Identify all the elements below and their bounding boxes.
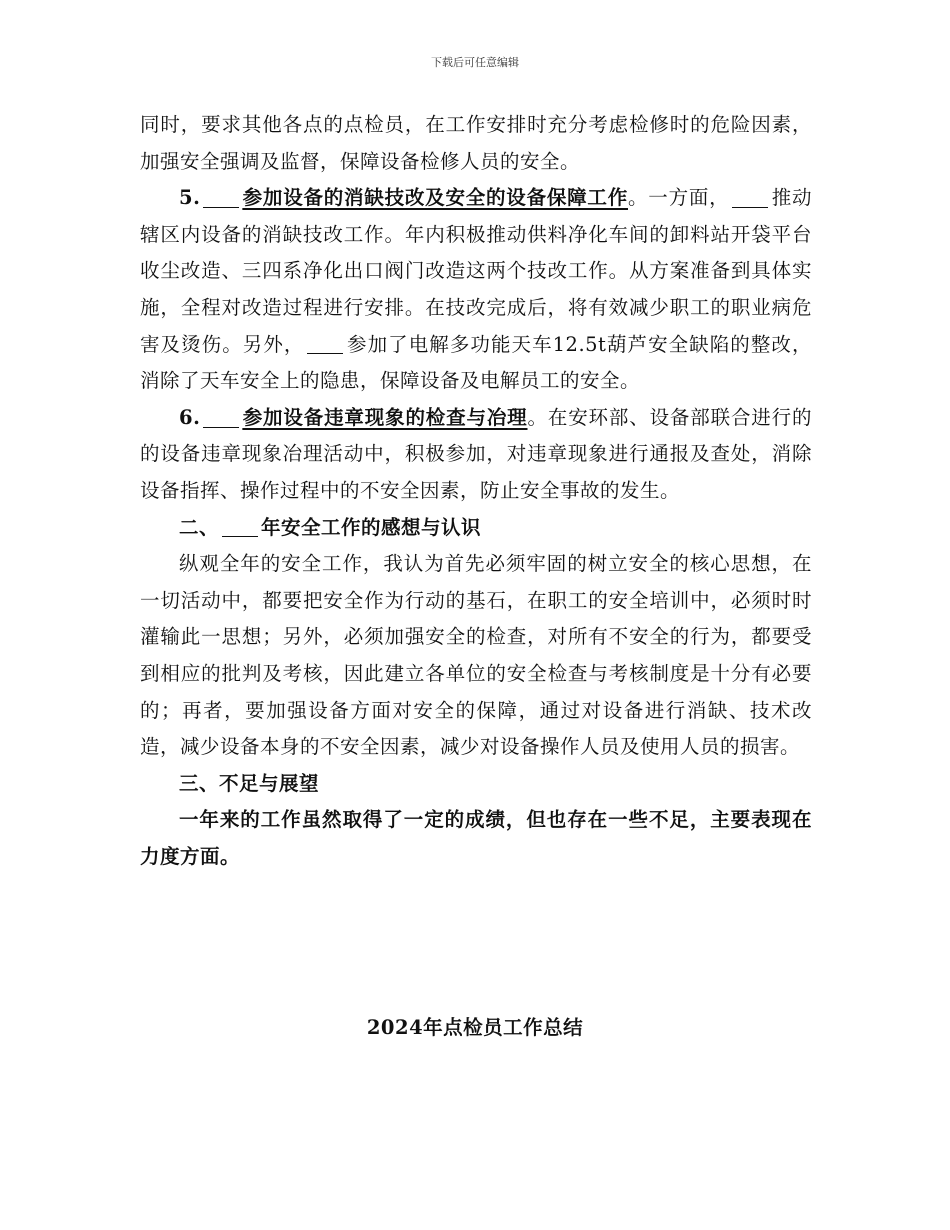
paragraph-reflection [140, 546, 812, 766]
heading-prefix: 二、 [179, 515, 220, 539]
item-bold-heading: 参加设备的消缺技改及安全的设备保障工作 [242, 186, 628, 210]
blank-underline [203, 187, 239, 208]
paragraph-item-6 [140, 400, 812, 510]
paragraph-summary: 一年来的工作虽然取得了一定的成绩，但也存在一些不足，主要表现在力度方面。 [140, 808, 812, 868]
heading-text: 年安全工作的感想与认识 [261, 515, 482, 539]
paragraph-text: 。在安环部、设备部联合进行的的设备违章现象冶理活动中，积极参加，对违章现象进行通报及查处，消除设备指挥、操作过程中的不安全因素，防止安全事故的发生。 [140, 405, 812, 502]
blank-underline [222, 516, 258, 537]
document-body [140, 107, 812, 875]
section-heading-2 [140, 510, 812, 547]
document-title: 2024年点检员工作总结 [366, 1016, 584, 1039]
item-number: 6. [179, 405, 201, 429]
blank-underline [307, 333, 343, 354]
section-heading-3: 三、不足与展望 [179, 771, 320, 795]
paragraph-continuation [140, 107, 812, 180]
page-header: 下载后可任意编辑 [431, 56, 519, 69]
paragraph-text: 推动辖区内设备的消缺技改工作。年内积极推动供料净化车间的卸料站开袋平台收尘改造、三四系净化出口阀门改造这两个技改工作。从方案准备到具体实施，全程对改造过程进行安排。在技改完成后，将有效减少职工的职业病危害及烫伤。另外， [140, 186, 812, 356]
paragraph-text: 纵观全年的安全工作，我认为首先必须牢固的树立安全的核心思想，在一切活动中，都要把安全作为行动的基石，在职工的安全培训中，必须时时灌输此一思想；另外，必须加强安全的检查，对所有不安全的行为，都要受到相应的批判及考核，因此建立各单位的安全检查与考核制度是十分有必要的；再者，要加强设备方面对安全的保障，通过对设备进行消缺、技术改造，减少设备本身的不安全因素，减少对设备操作人员及使用人员的损害。 [140, 552, 812, 759]
blank-underline [203, 406, 239, 427]
paragraph-text: 同时，要求其他各点的点检员，在工作安排时充分考虑检修时的危险因素，加强安全强调及监督，保障设备检修人员的安全。 [140, 113, 812, 173]
paragraph-text: 。一方面， [628, 186, 730, 210]
item-number: 5. [179, 186, 201, 210]
paragraph-item-5 [140, 180, 812, 400]
blank-underline [732, 187, 768, 208]
paragraph-text: 参加了电解多功能天车12.5t葫芦安全缺陷的整改，消除了天车安全上的隐患，保障设备及电解员工的安全。 [140, 332, 812, 393]
item-bold-heading: 参加设备违章现象的检查与冶理 [242, 405, 528, 429]
